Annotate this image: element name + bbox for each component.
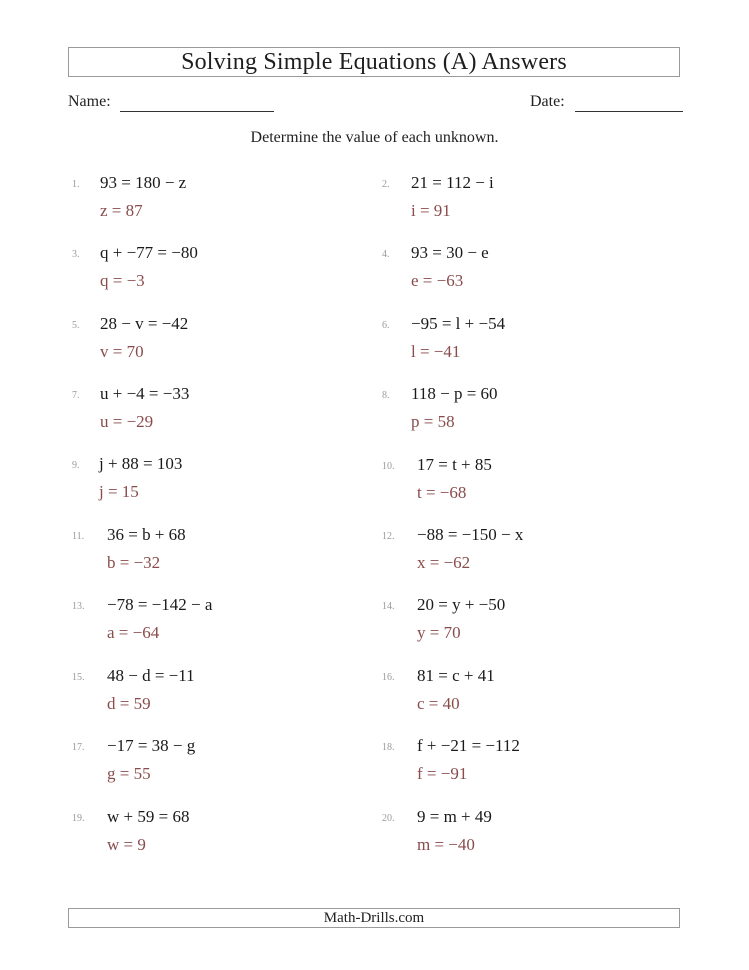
problem-number: 9. xyxy=(72,460,80,471)
problem-answer: m = −40 xyxy=(417,835,475,854)
problem-equation: 93 = 180 − z xyxy=(100,173,187,192)
problem-item xyxy=(72,172,372,232)
problem-answer: a = −64 xyxy=(107,623,160,642)
problem-answer: i = 91 xyxy=(411,201,451,220)
problem-answer: p = 58 xyxy=(411,412,455,431)
date-field-line[interactable] xyxy=(575,111,683,112)
problem-equation: 20 = y + −50 xyxy=(417,595,506,614)
problem-item xyxy=(72,806,372,866)
problem-item xyxy=(72,242,372,302)
name-date-row xyxy=(68,92,684,116)
problem-number: 20. xyxy=(382,813,395,824)
problem-answer: e = −63 xyxy=(411,271,464,290)
problem-number: 15. xyxy=(72,672,85,683)
problem-equation: −78 = −142 − a xyxy=(107,595,213,614)
problem-answer: y = 70 xyxy=(417,623,461,642)
problem-item xyxy=(382,454,682,514)
problem-answer: l = −41 xyxy=(411,342,461,361)
problem-number: 11. xyxy=(72,531,85,542)
problem-item xyxy=(382,524,682,584)
problem-item xyxy=(382,383,682,443)
problem-answer: c = 40 xyxy=(417,694,460,713)
problem-number: 12. xyxy=(382,531,395,542)
problem-item xyxy=(382,665,682,725)
problem-answer: d = 59 xyxy=(107,694,151,713)
problem-item xyxy=(72,594,372,654)
problem-equation: 17 = t + 85 xyxy=(417,455,492,474)
name-field-line[interactable] xyxy=(120,111,274,112)
problem-number: 5. xyxy=(72,320,80,331)
name-label: Name: xyxy=(68,93,111,110)
instructions: Determine the value of each unknown. xyxy=(250,129,499,146)
problem-equation: f + −21 = −112 xyxy=(417,736,520,755)
problem-number: 14. xyxy=(382,601,395,612)
problem-item xyxy=(72,383,372,443)
problem-equation: 21 = 112 − i xyxy=(411,173,494,192)
problem-number: 2. xyxy=(382,179,390,190)
problem-answer: b = −32 xyxy=(107,553,161,572)
problem-number: 17. xyxy=(72,742,85,753)
problem-item xyxy=(382,806,682,866)
problem-item xyxy=(382,594,682,654)
problem-item xyxy=(72,735,372,795)
problem-number: 13. xyxy=(72,601,85,612)
problem-item xyxy=(72,313,372,373)
problem-equation: −88 = −150 − x xyxy=(417,525,524,544)
problem-item xyxy=(72,524,372,584)
problem-item xyxy=(72,665,372,725)
problem-number: 3. xyxy=(72,249,80,260)
footer-box xyxy=(68,908,680,928)
problem-number: 6. xyxy=(382,320,390,331)
problem-number: 4. xyxy=(382,249,390,260)
problem-answer: z = 87 xyxy=(100,201,143,220)
problem-item xyxy=(72,453,372,513)
problem-equation: w + 59 = 68 xyxy=(107,807,190,826)
problem-equation: 118 − p = 60 xyxy=(411,384,498,403)
problem-answer: w = 9 xyxy=(107,835,146,854)
problem-equation: −17 = 38 − g xyxy=(107,736,196,755)
problem-answer: v = 70 xyxy=(100,342,144,361)
problem-number: 10. xyxy=(382,461,395,472)
problem-equation: 28 − v = −42 xyxy=(100,314,189,333)
problem-answer: x = −62 xyxy=(417,553,471,572)
problem-answer: f = −91 xyxy=(417,764,468,783)
problem-number: 19. xyxy=(72,813,85,824)
problem-answer: u = −29 xyxy=(100,412,154,431)
problem-answer: q = −3 xyxy=(100,271,145,290)
worksheet-title-box xyxy=(68,47,680,77)
problem-answer: t = −68 xyxy=(417,483,467,502)
problem-number: 16. xyxy=(382,672,395,683)
problem-item xyxy=(382,242,682,302)
problem-equation: 93 = 30 − e xyxy=(411,243,489,262)
problem-equation: 36 = b + 68 xyxy=(107,525,186,544)
problem-equation: 81 = c + 41 xyxy=(417,666,495,685)
problem-equation: 48 − d = −11 xyxy=(107,666,195,685)
problem-item xyxy=(382,313,682,373)
problem-item xyxy=(382,735,682,795)
footer-site-name: Math-Drills.com xyxy=(323,910,425,926)
problem-equation: 9 = m + 49 xyxy=(417,807,492,826)
problem-equation: q + −77 = −80 xyxy=(100,243,198,262)
problem-equation: u + −4 = −33 xyxy=(100,384,190,403)
problem-number: 8. xyxy=(382,390,390,401)
problem-answer: j = 15 xyxy=(99,482,139,501)
date-label: Date: xyxy=(530,93,565,110)
problem-equation: −95 = l + −54 xyxy=(411,314,506,333)
problem-equation: j + 88 = 103 xyxy=(99,454,183,473)
problem-number: 1. xyxy=(72,179,80,190)
worksheet-title: Solving Simple Equations (A) Answers xyxy=(181,49,567,75)
problem-item xyxy=(382,172,682,232)
problem-number: 7. xyxy=(72,390,80,401)
problem-answer: g = 55 xyxy=(107,764,151,783)
problem-number: 18. xyxy=(382,742,395,753)
